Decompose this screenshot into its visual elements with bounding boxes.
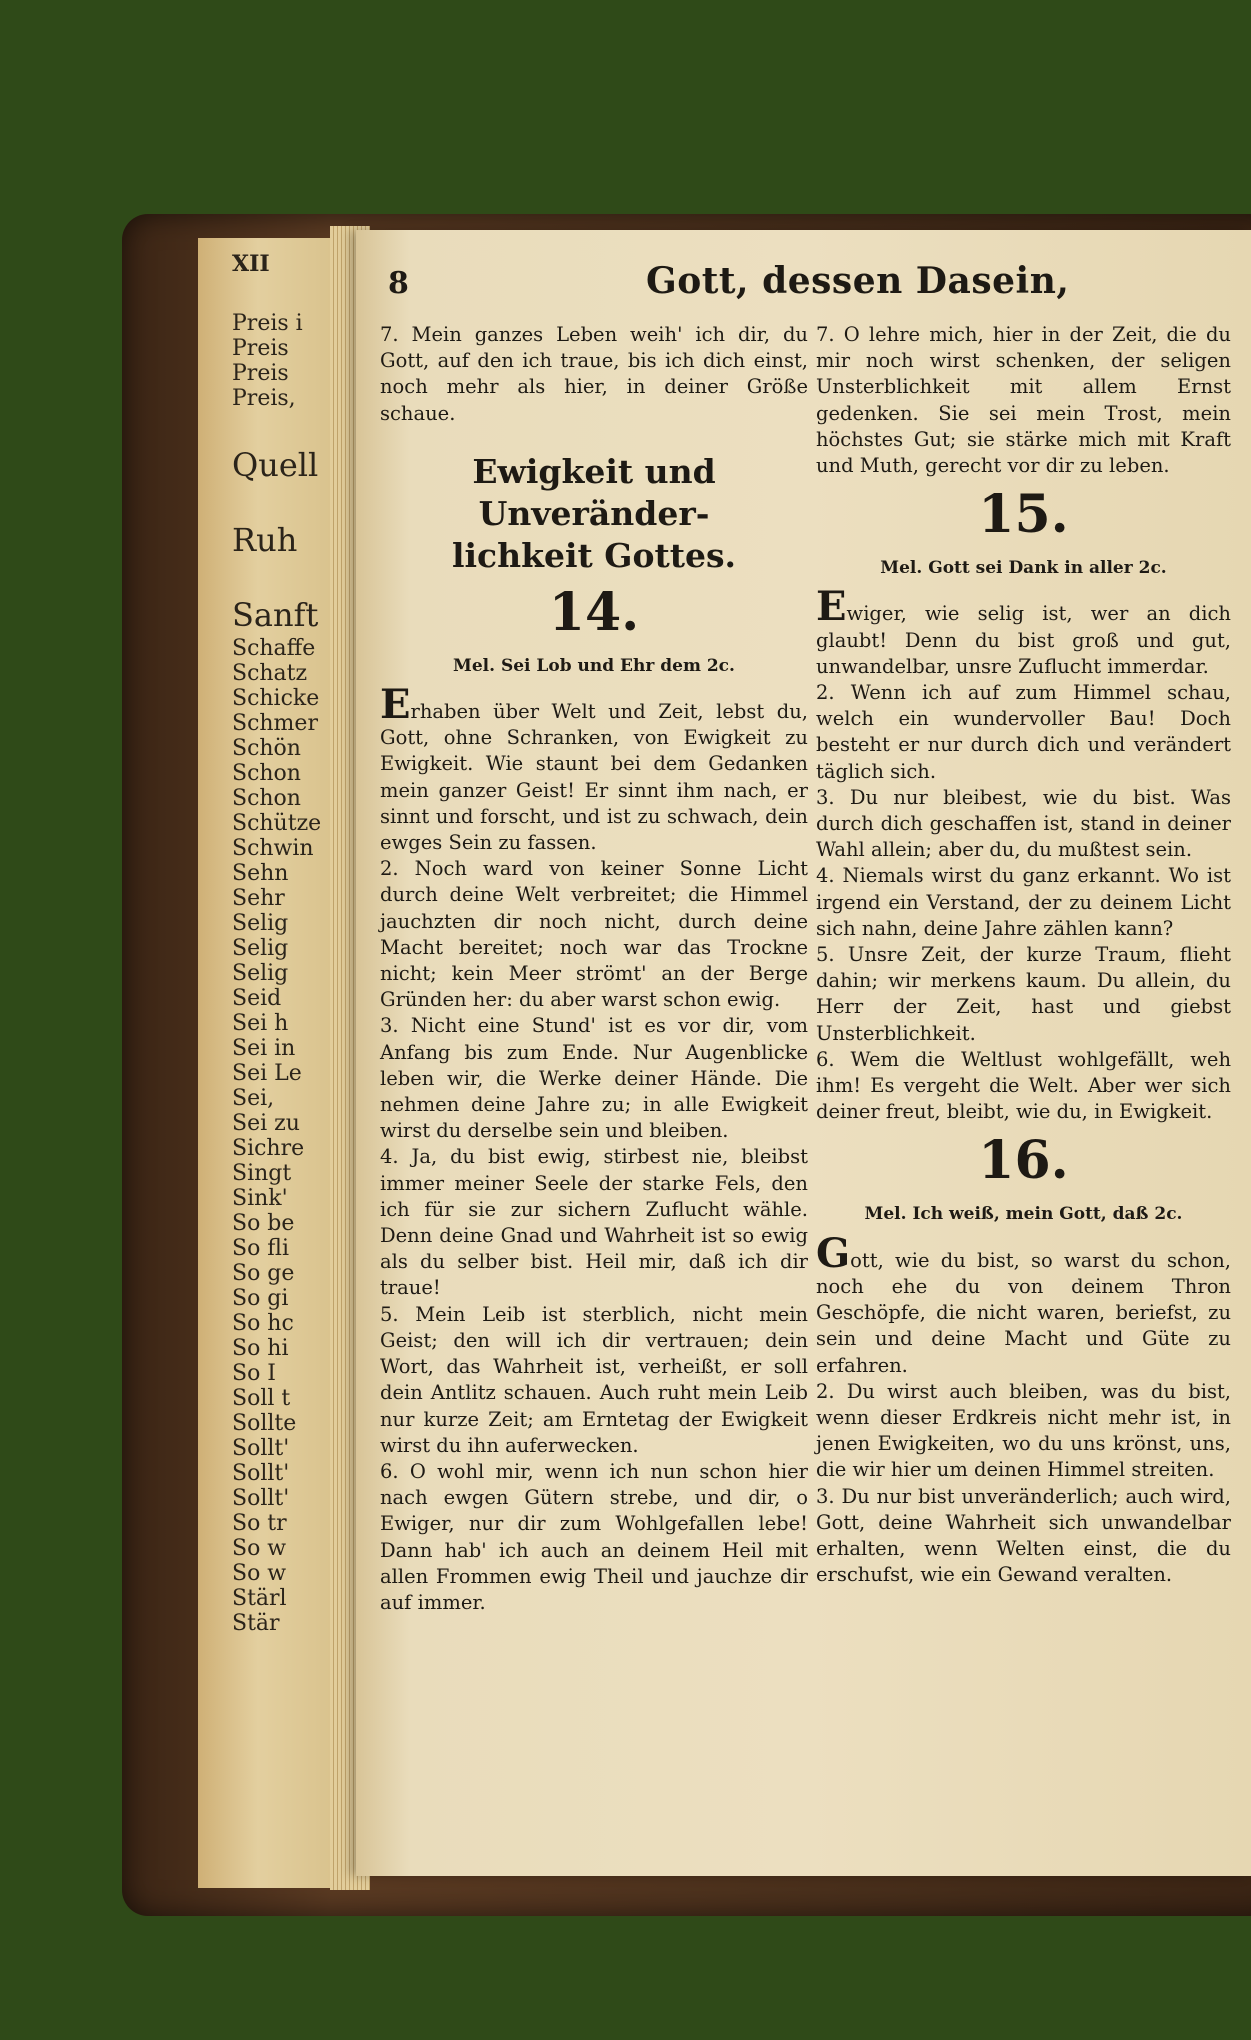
previous-page-header: XII (232, 252, 270, 277)
previous-page-line: Schütze (232, 811, 322, 836)
hymn-14-verse-1 (380, 681, 808, 856)
previous-page-line: Sichre (232, 1136, 305, 1161)
previous-page-line: Singt (232, 1161, 292, 1186)
page-header: Gott, dessen Dasein, (646, 260, 1070, 302)
previous-page-fragment (232, 252, 342, 1882)
previous-page-line: So w (232, 1561, 287, 1586)
previous-page-line: Soll t (232, 1386, 291, 1411)
previous-page-line: Preis (232, 361, 289, 386)
previous-page-line: Schmer (232, 711, 318, 736)
previous-page-line: Schon (232, 761, 301, 786)
verse-7-intro: 7. Mein ganzes Leben weih' ich dir, du Gott, auf den ich traue, bis ich dich einst, noch mehr als hier, in deiner Größe schaue. (380, 323, 808, 425)
previous-page-line: Selig (232, 936, 289, 961)
verse-7-continued: 7. O lehre mich, hier in der Zeit, die du mir noch wirst schenken, der seligen Unsterblichkeit mit allem Ernst gedenken. Sie sei mein Trost, mein höchstes Gut; sie stärke mich mit Kraft und Muth, gerecht vor dir zu leben. (816, 323, 1231, 478)
previous-page-line: Preis, (232, 386, 296, 411)
hymn-16-verse-1 (816, 1229, 1231, 1379)
previous-page-line: Schaffe (232, 636, 316, 661)
previous-page-line: Sollt' (232, 1461, 290, 1486)
previous-page-line: So hi (232, 1336, 289, 1361)
previous-page-line: Sollt' (232, 1486, 290, 1511)
previous-page-line: Quell (232, 446, 319, 484)
page-number: 8 (388, 266, 409, 301)
hymn-14-verse-3: 3. Nicht eine Stund' ist es vor dir, vom Anfang bis zum Ende. Nur Augenblicke leben wir, die Werke deiner Hände. Die nehmen deine Jahre zu; in alle Ewigkeit wirst du derselbe sein und bleiben. (380, 1014, 808, 1143)
previous-page-line: Ruh (232, 521, 298, 559)
book-page (356, 230, 1251, 1876)
previous-page-line (232, 411, 342, 436)
previous-page-line: Sei in (232, 1036, 296, 1061)
drop-cap: E (380, 681, 411, 729)
drop-cap: E (816, 583, 847, 631)
hymn-16-verse-3: 3. Du nur bist unveränderlich; auch wird, Gott, deine Wahrheit sich unwandelbar erhalten, wenn Welten einst, die du erschufst, wie ein Gewand veralten. (816, 1484, 1231, 1587)
previous-page-line: So hc (232, 1311, 294, 1336)
hymn-15-verse-2: 2. Wenn ich auf zum Himmel schau, welch ein wundervoller Bau! Doch besteht er nur durch dich und verändert täglich sich. (816, 681, 1231, 783)
previous-page-line: Selig (232, 961, 289, 986)
melody-line-14: Mel. Sei Lob und Ehr dem 2c. (453, 655, 735, 676)
hymn-14-verse-4: 4. Ja, du bist ewig, stirbest nie, bleibst immer meiner Seele der starke Fels, den ich für sie zur sichern Zuflucht wähle. Denn deine Gnad und Wahrheit ist so ewig als du selber bist. Heil mir, daß ich dir traue! (380, 1145, 808, 1300)
previous-page-line: Schicke (232, 686, 320, 711)
drop-cap: G (816, 1229, 851, 1277)
right-column (816, 322, 1231, 1588)
previous-page-line: Preis i (232, 311, 303, 336)
hymn-14-verse-5: 5. Mein Leib ist sterblich, nicht mein Geist; den will ich dir vertrauen; dein Wort, das Wahrheit ist, verheißt, er soll dein Antlitz schauen. Auch ruht mein Leib nur kurze Zeit; am Erntetag der Ewigkeit wirst du ihn auferwecken. (380, 1302, 808, 1457)
previous-page-line: So fli (232, 1236, 290, 1261)
hymn-number-14: 14. (548, 581, 640, 643)
previous-page-line: Schatz (232, 661, 308, 686)
previous-page-line: Sei Le (232, 1061, 302, 1086)
previous-page-line: Sei h (232, 1011, 289, 1036)
hymn-15-verse-6: 6. Wem die Weltlust wohlgefällt, weh ihm! Es vergeht die Welt. Aber wer sich deiner freut, bleibt, wie du, in Ewigkeit. (816, 1047, 1231, 1124)
hymn-14-verse-6: 6. O wohl mir, wenn ich nun schon hier nach ewgen Gütern strebe, und dir, o Ewiger, nur dir zum Wohlgefallen lebe! Dann hab' ich auch an deinem Heil mit allen Frommen ewig Theil und jauchze dir auf immer. (380, 1459, 808, 1614)
hymn-14-verse-2: 2. Noch ward von keiner Sonne Licht durch deine Welt verbreitet; die Himmel jauchzten dir noch nicht, durch deine Macht bereitet; noch war das Trockne nicht; kein Meer strömt' an der Berge Gründen her: du aber warst schon ewig. (380, 857, 808, 1012)
previous-page-line: Sink' (232, 1186, 288, 1211)
previous-page-line: So gi (232, 1286, 289, 1311)
previous-page-line: Selig (232, 911, 289, 936)
hymn-15-verse-1-text: wiger, wie selig ist, wer an dich glaubt! Denn du bist groß und gut, unwandelbar, unsre Zuflucht immerdar. (816, 602, 1231, 678)
previous-page-line (232, 561, 342, 586)
previous-page-line: Seid (232, 986, 282, 1011)
previous-page-line: So tr (232, 1511, 287, 1536)
previous-page-line: Sollt' (232, 1436, 290, 1461)
hymn-16-verse-2: 2. Du wirst auch bleiben, was du bist, wenn dieser Erdkreis nicht mehr ist, in jenen Ewigkeiten, wo du uns krönst, uns, die wir hier um deinen Himmel streiten. (816, 1379, 1231, 1482)
hymn-number-15: 15. (978, 484, 1069, 546)
hymn-15-verse-1 (816, 583, 1231, 680)
previous-page-line: Stärl (232, 1586, 287, 1611)
hymn-14-verse-1-text: rhaben über Welt und Zeit, lebst du, Gott, ohne Schranken, von Ewigkeit zu Ewigkeit. Wie staunt bei dem Gedanken mein ganzer Geist! Er sinnt ihm nach, er sinnt und forscht, und ist zu schwach, dein ewges Sein zu fassen. (380, 700, 808, 855)
previous-page-line: Sanft (232, 596, 319, 634)
previous-page-line: Preis (232, 336, 289, 361)
hymn-15-verse-3: 3. Du nur bleibest, wie du bist. Was durch dich geschaffen ist, stand in deiner Wahl allein; aber du, du mußtest sein. (816, 785, 1231, 862)
previous-page-line: Schon (232, 786, 301, 811)
previous-page-line: Sei, (232, 1086, 275, 1111)
section-title-line-2: lichkeit Gottes. (451, 535, 737, 575)
left-column (380, 322, 808, 1616)
section-title (380, 451, 808, 577)
melody-line-16: Mel. Ich weiß, mein Gott, daß 2c. (864, 1204, 1183, 1225)
previous-page-line: So w (232, 1536, 287, 1561)
hymn-number-16: 16. (978, 1130, 1069, 1192)
previous-page-line: Sehr (232, 886, 285, 911)
previous-page-line: Sehn (232, 861, 289, 886)
previous-page-line: So ge (232, 1261, 295, 1286)
hymn-16-verse-1-text: ott, wie du bist, so warst du schon, noch ehe du von deinem Thron Geschöpfe, die nicht waren, beriefst, zu sein und deine Macht und Güte zu erfahren. (816, 1248, 1231, 1377)
melody-line-15: Mel. Gott sei Dank in aller 2c. (880, 558, 1167, 579)
previous-page-line: Sollte (232, 1411, 297, 1436)
previous-page-lines (232, 311, 342, 1636)
previous-page-line (232, 486, 342, 511)
previous-page-line: Schön (232, 736, 301, 761)
previous-page-line: Schwin (232, 836, 314, 861)
previous-page-line: Stär (232, 1611, 280, 1636)
hymn-15-verse-4: 4. Niemals wirst du ganz erkannt. Wo ist irgend ein Verstand, der zu deinem Licht sich nahn, deine Jahre zählen kann? (816, 864, 1231, 940)
previous-page-line: Sei zu (232, 1111, 300, 1136)
section-title-line-1: Ewigkeit und Unveränder- (472, 451, 716, 533)
previous-page-line: So I (232, 1361, 276, 1386)
previous-page-line: So be (232, 1211, 295, 1236)
hymn-15-verse-5: 5. Unsre Zeit, der kurze Traum, flieht dahin; wir merkens kaum. Du allein, du Herr der Zeit, hast und giebst Unsterblichkeit. (816, 943, 1231, 1045)
